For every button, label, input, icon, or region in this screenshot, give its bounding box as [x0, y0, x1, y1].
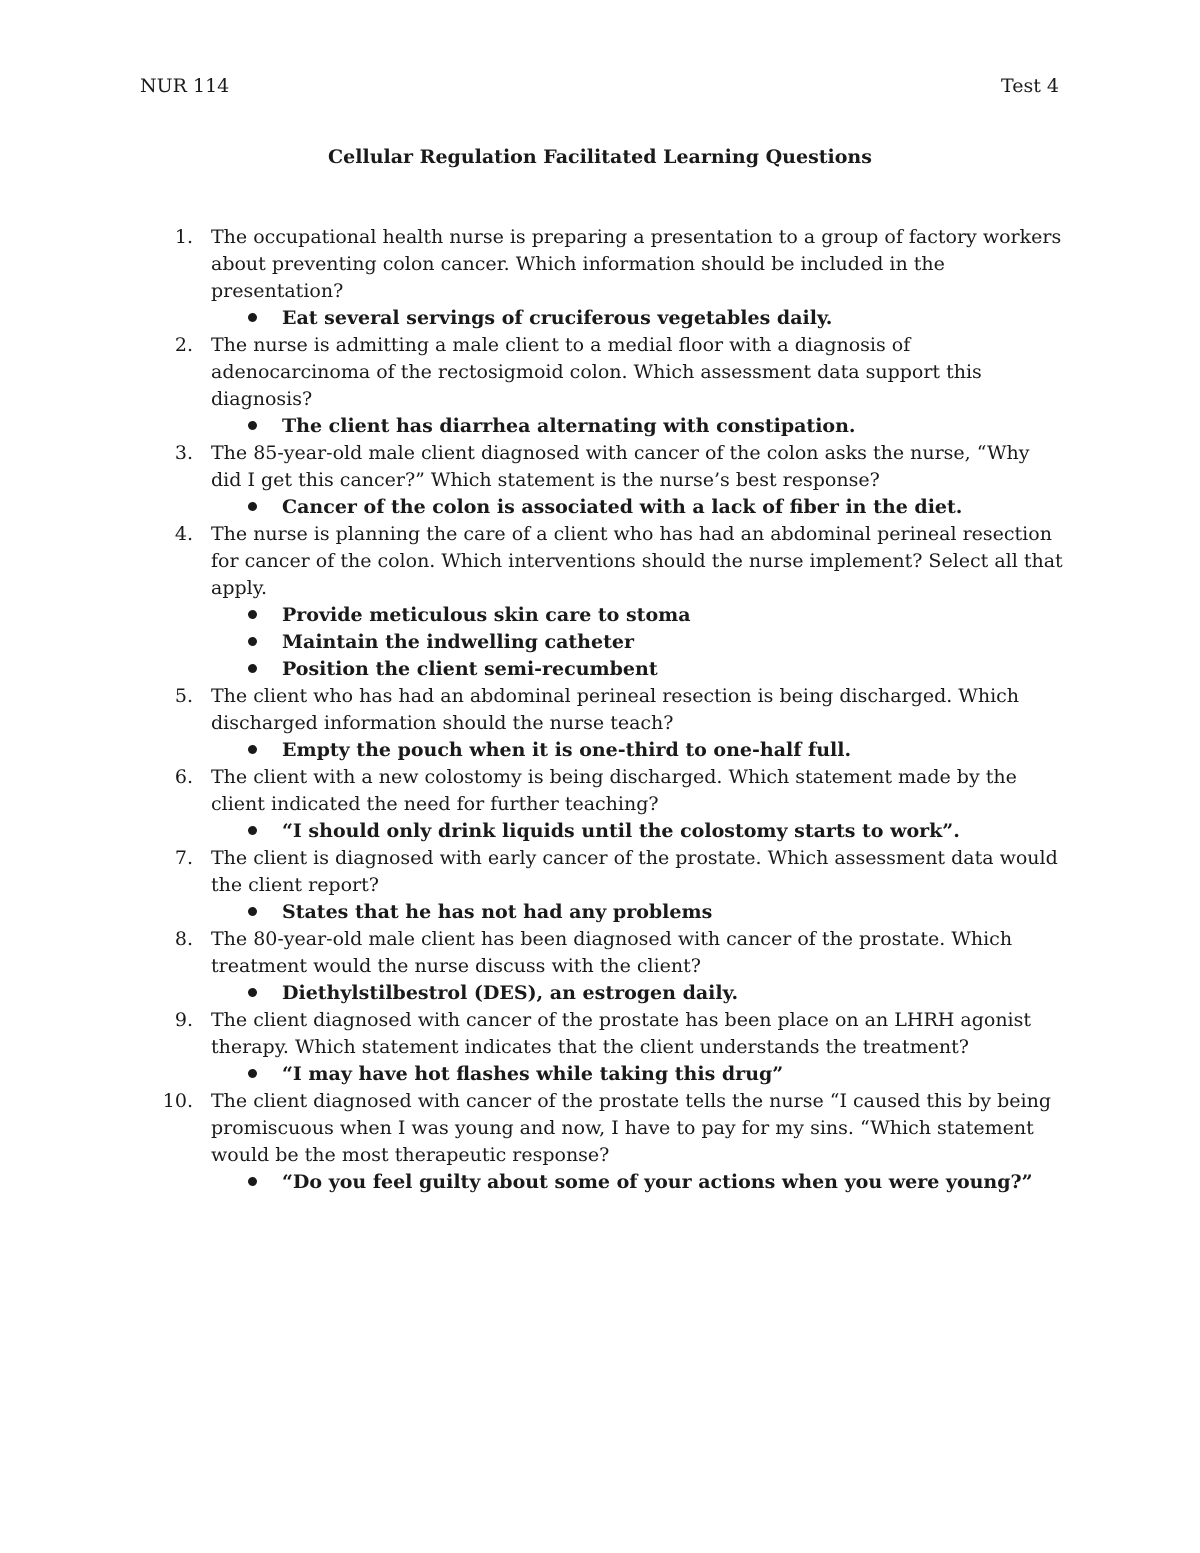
answer-item	[211, 818, 1065, 845]
question-item	[140, 1088, 1065, 1196]
bullet-icon	[248, 664, 257, 673]
bullet-icon	[248, 907, 257, 916]
answer-item	[211, 305, 1065, 332]
answer-text: Provide meticulous skin care to stoma	[282, 604, 691, 626]
bullet-icon	[248, 502, 257, 511]
question-number: 3.	[174, 442, 193, 464]
question-text: The client diagnosed with cancer of the prostate has been place on an LHRH agonist therapy. Which statement indicates that the client understands the treatment?	[211, 1009, 1032, 1058]
question-text: The client is diagnosed with early cancer of the prostate. Which assessment data would the client report?	[211, 847, 1058, 896]
question-item	[140, 1007, 1065, 1088]
bullet-icon	[248, 1177, 257, 1186]
answer-list	[211, 494, 1065, 521]
answer-text: Diethylstilbestrol (DES), an estrogen daily.	[282, 982, 739, 1004]
question-text: The nurse is admitting a male client to a medial floor with a diagnosis of adenocarcinoma of the rectosigmoid colon. Which assessment data support this diagnosis?	[211, 334, 982, 410]
bullet-icon	[248, 1069, 257, 1078]
question-item	[140, 926, 1065, 1007]
answer-text: “I may have hot flashes while taking this drug”	[282, 1063, 784, 1085]
question-number: 10.	[162, 1090, 193, 1112]
header-course: NUR 114	[140, 75, 230, 97]
bullet-icon	[248, 421, 257, 430]
bullet-icon	[248, 610, 257, 619]
question-number: 1.	[174, 226, 193, 248]
question-text: The 80-year-old male client has been diagnosed with cancer of the prostate. Which treatment would the nurse discuss with the client?	[211, 928, 1013, 977]
question-item	[140, 440, 1065, 521]
bullet-icon	[248, 745, 257, 754]
question-item	[140, 521, 1065, 683]
answer-item	[211, 1061, 1065, 1088]
header-test: Test 4	[1001, 75, 1059, 97]
answer-item	[211, 1169, 1065, 1196]
answer-list	[211, 1061, 1065, 1088]
document-title: Cellular Regulation Facilitated Learning Questions	[328, 146, 872, 168]
question-number: 7.	[174, 847, 193, 869]
question-number: 4.	[174, 523, 193, 545]
answer-list	[211, 980, 1065, 1007]
answer-list	[211, 1169, 1065, 1196]
answer-text: Maintain the indwelling catheter	[282, 631, 634, 653]
bullet-icon	[248, 826, 257, 835]
question-text: The occupational health nurse is preparing a presentation to a group of factory workers about preventing colon cancer. Which information should be included in the presentation?	[211, 226, 1062, 302]
question-number: 2.	[174, 334, 193, 356]
question-text: The nurse is planning the care of a client who has had an abdominal perineal resection for cancer of the colon. Which interventions should the nurse implement? Select all that apply.	[211, 523, 1063, 599]
answer-item	[211, 602, 1065, 629]
answer-text: The client has diarrhea alternating with constipation.	[282, 415, 856, 437]
answer-text: “Do you feel guilty about some of your actions when you were young?”	[282, 1171, 1033, 1193]
question-item	[140, 224, 1065, 332]
answer-item	[211, 737, 1065, 764]
answer-item	[211, 629, 1065, 656]
answer-list	[211, 602, 1065, 683]
answer-text: “I should only drink liquids until the colostomy starts to work”.	[282, 820, 960, 842]
answer-list	[211, 818, 1065, 845]
question-number: 8.	[174, 928, 193, 950]
answer-item	[211, 413, 1065, 440]
answer-list	[211, 305, 1065, 332]
question-list	[140, 224, 1065, 1196]
answer-text: Position the client semi-recumbent	[282, 658, 658, 680]
answer-list	[211, 899, 1065, 926]
question-number: 5.	[174, 685, 193, 707]
question-item	[140, 845, 1065, 926]
question-item	[140, 683, 1065, 764]
question-text: The 85-year-old male client diagnosed with cancer of the colon asks the nurse, “Why did I get this cancer?” Which statement is the nurse’s best response?	[211, 442, 1030, 491]
answer-text: Eat several servings of cruciferous vegetables daily.	[282, 307, 833, 329]
answer-list	[211, 413, 1065, 440]
question-number: 9.	[174, 1009, 193, 1031]
answer-item	[211, 494, 1065, 521]
answer-item	[211, 656, 1065, 683]
answer-list	[211, 737, 1065, 764]
question-text: The client who has had an abdominal perineal resection is being discharged. Which discharged information should the nurse teach?	[211, 685, 1020, 734]
answer-item	[211, 899, 1065, 926]
question-text: The client with a new colostomy is being discharged. Which statement made by the client indicated the need for further teaching?	[211, 766, 1017, 815]
bullet-icon	[248, 313, 257, 322]
question-item	[140, 332, 1065, 440]
answer-item	[211, 980, 1065, 1007]
question-item	[140, 764, 1065, 845]
bullet-icon	[248, 637, 257, 646]
answer-text: Empty the pouch when it is one-third to one-half full.	[282, 739, 852, 761]
bullet-icon	[248, 988, 257, 997]
answer-text: Cancer of the colon is associated with a lack of fiber in the diet.	[282, 496, 963, 518]
answer-text: States that he has not had any problems	[282, 901, 713, 923]
question-number: 6.	[174, 766, 193, 788]
question-text: The client diagnosed with cancer of the prostate tells the nurse “I caused this by being promiscuous when I was young and now, I have to pay for my sins. “Which statement would be the most therapeutic response?	[211, 1090, 1051, 1166]
